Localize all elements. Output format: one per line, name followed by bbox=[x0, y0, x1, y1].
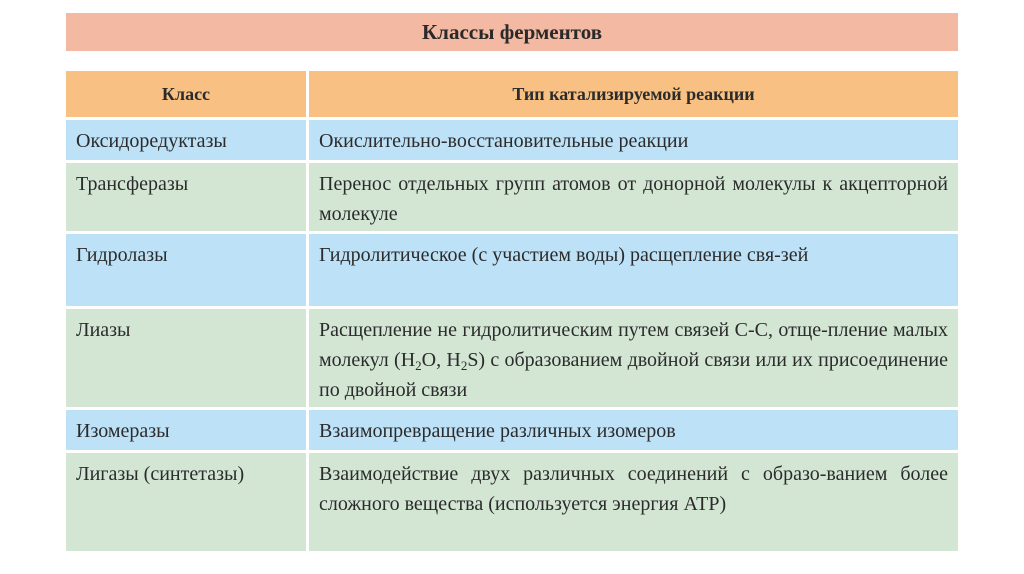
reaction-cell: Окислительно-восстановительные реакции bbox=[309, 120, 958, 160]
reaction-cell bbox=[309, 309, 958, 407]
class-cell: Лиазы bbox=[66, 309, 306, 407]
table-row bbox=[66, 234, 958, 306]
class-cell: Лигазы (синтетазы) bbox=[66, 453, 306, 551]
class-cell: Оксидоредуктазы bbox=[66, 120, 306, 160]
class-cell: Изомеразы bbox=[66, 410, 306, 450]
table-row bbox=[66, 410, 958, 450]
enzyme-classes-table bbox=[66, 71, 958, 554]
header-reaction: Тип катализируемой реакции bbox=[309, 71, 958, 117]
class-cell: Гидролазы bbox=[66, 234, 306, 306]
class-cell: Трансферазы bbox=[66, 163, 306, 231]
reaction-text: O, H bbox=[421, 349, 461, 371]
header-class: Класс bbox=[66, 71, 306, 117]
reaction-cell: Перенос отдельных групп атомов от донорной молекулы к акцепторной молекуле bbox=[309, 163, 958, 231]
reaction-cell: Гидролитическое (с участием воды) расщепление свя-зей bbox=[309, 234, 958, 306]
reaction-text: S) с образованием двойной связи или их присоединение по двойной связи bbox=[319, 349, 949, 401]
subscript: 2 bbox=[460, 358, 468, 373]
table-row bbox=[66, 309, 958, 407]
table-row bbox=[66, 163, 958, 231]
reaction-cell: Взаимопревращение различных изомеров bbox=[309, 410, 958, 450]
reaction-cell: Взаимодействие двух различных соединений с образо-ванием более сложного вещества (используется энергия АТР) bbox=[309, 453, 958, 551]
table-row bbox=[66, 120, 958, 160]
table-row bbox=[66, 453, 958, 551]
subscript: 2 bbox=[415, 358, 422, 373]
table-header-row bbox=[66, 71, 958, 117]
page-title: Классы ферментов bbox=[66, 13, 958, 51]
reaction-text: Расщепление не гидролитическим путем связей С-С, отще-пление малых молекул (H bbox=[319, 319, 948, 371]
